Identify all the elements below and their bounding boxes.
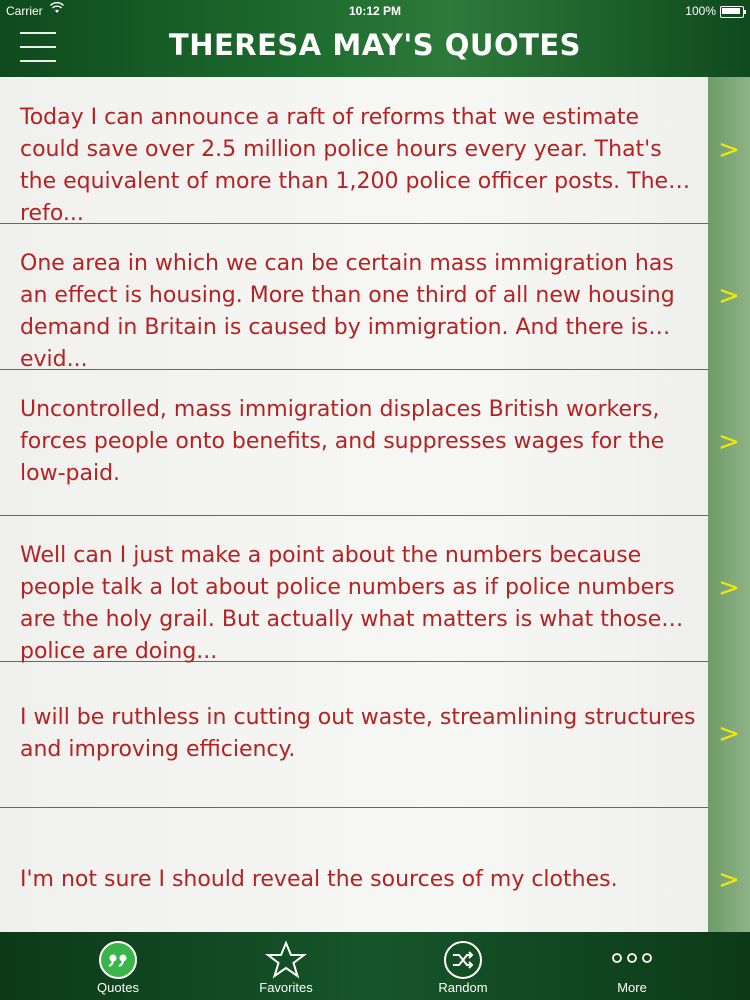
status-bar [0,0,750,22]
quote-bubble-icon [98,940,138,980]
shuffle-icon [443,940,483,980]
carrier-label: Carrier [6,4,43,18]
tab-label: Random [438,980,488,995]
chevron-right-icon[interactable]: > [708,807,750,953]
quote-text: One area in which we can be certain mass immigration has an effect is housing. More than one third of all new housing demand in Britain is caused by immigration. And there is evid... [20,251,675,372]
quote-row[interactable] [0,77,750,224]
quote-row[interactable] [0,515,750,662]
chevron-right-icon[interactable]: > [708,77,750,223]
quote-list[interactable] [0,77,750,932]
quote-row[interactable] [0,369,750,516]
quote-row[interactable] [0,661,750,808]
status-time: 10:12 PM [348,4,402,18]
quote-row[interactable] [0,223,750,370]
tab-label: Quotes [97,980,139,995]
quote-text: Well can I just make a point about the numbers because people talk a lot about police numbers as if police numbers are the holy grail. But actually what matters is what those police are doing... [20,543,675,664]
battery-icon [720,6,744,18]
page-title: THERESA MAY'S QUOTES [168,28,582,62]
quote-text: Today I can announce a raft of reforms that we estimate could save over 2.5 million police hours every year. That's the equivalent of more than 1,200 police officer posts. These refo... [20,105,694,226]
quote-text: I will be ruthless in cutting out waste, streamlining structures and improving efficiency. [20,705,696,762]
quote-text: Uncontrolled, mass immigration displaces British workers, forces people onto benefits, and suppresses wages for the low-paid. [20,397,665,486]
tab-quotes[interactable] [58,932,178,1000]
chevron-right-icon[interactable]: > [708,515,750,661]
tab-favorites[interactable] [226,932,346,1000]
tab-random[interactable] [403,932,523,1000]
star-icon [266,940,306,980]
tab-label: More [617,980,647,995]
tab-label: Favorites [259,980,313,995]
chevron-right-icon[interactable]: > [708,369,750,515]
chevron-right-icon[interactable]: > [708,661,750,807]
tab-bar [0,932,750,1000]
tab-more[interactable] [572,932,692,1000]
more-dots-icon [612,940,652,980]
battery-percent: 100% [685,4,716,18]
chevron-right-icon[interactable]: > [708,223,750,369]
quote-text: I'm not sure I should reveal the sources of my clothes. [20,867,618,892]
